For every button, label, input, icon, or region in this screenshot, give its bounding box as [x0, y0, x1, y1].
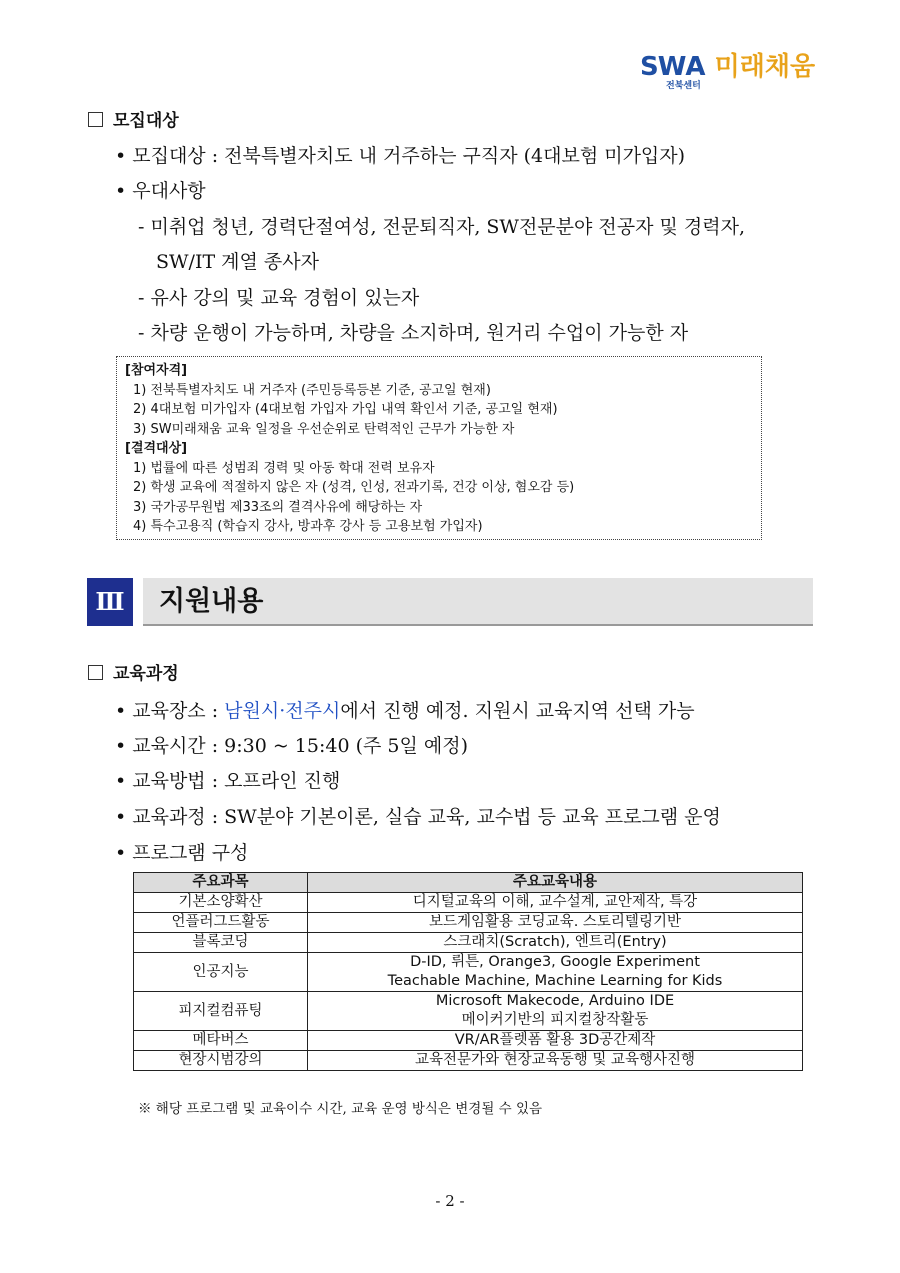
- disqualification-item: 2) 학생 교육에 적절하지 않은 자 (성격, 인성, 전과기록, 건강 이상, 혐오감 등): [133, 480, 575, 495]
- eligibility-item: 1) 전북특별자치도 내 거주자 (주민등록등본 기준, 공고일 현재): [133, 382, 491, 398]
- eligibility-item: 2) 4대보험 미가입자 (4대보험 가입자 가입 내역 확인서 기준, 공고일 현재): [133, 402, 558, 417]
- disqualification-item: 4) 특수고용직 (학습지 강사, 방과후 강사 등 고용보험 가입자): [133, 519, 483, 534]
- section-course-title: 교육과정: [88, 659, 179, 684]
- content-cell: 교육전문가와 현장교육동행 및 교육행사진행: [308, 1051, 803, 1071]
- content-cell: 디지털교육의 이해, 교수설계, 교안제작, 특강: [308, 893, 803, 913]
- eligibility-heading: [참여자격]: [125, 363, 188, 378]
- preference-title: • 우대사항: [115, 180, 206, 202]
- program-title: • 프로그램 구성: [115, 842, 249, 864]
- course-time: • 교육시간 : 9:30 ~ 15:40 (주 5일 예정): [115, 735, 469, 757]
- logo-mark-text: A 미래채움: [685, 52, 816, 82]
- content-cell: Microsoft Makecode, Arduino IDE 메이커기반의 피지컬창작활동: [308, 992, 803, 1031]
- content-cell: D-ID, 뤼튼, Orange3, Google Experiment Teachable Machine, Machine Learning for Kids: [308, 953, 803, 992]
- header-subject: 주요과목: [134, 873, 308, 893]
- banner-title: 지원내용: [159, 586, 264, 617]
- page-number: - 2 -: [435, 1192, 465, 1210]
- subject-cell: 블록코딩: [134, 933, 308, 953]
- table-row: [134, 1051, 803, 1071]
- disqualification-heading: [결격대상]: [125, 441, 188, 456]
- table-row: [134, 893, 803, 913]
- table-row: [134, 992, 803, 1031]
- table-row: [134, 953, 803, 992]
- table-row: [134, 1031, 803, 1051]
- eligibility-item: 3) SW미래채움 교육 일정을 우선순위로 탄력적인 근무가 가능한 자: [133, 421, 515, 437]
- course-place: • 교육장소 : 남원시·전주시에서 진행 예정. 지원시 교육지역 선택 가능: [115, 700, 695, 722]
- preference-item: - 유사 강의 및 교육 경험이 있는자: [138, 287, 420, 309]
- subject-cell: 언플러그드활동: [134, 913, 308, 933]
- logo: [640, 46, 816, 91]
- subject-cell: 인공지능: [134, 953, 308, 992]
- footnote: ※ 해당 프로그램 및 교육이수 시간, 교육 운영 방식은 변경될 수 있음: [138, 1101, 543, 1117]
- section-recruit-title: 모집대상: [88, 106, 179, 131]
- course-place-highlight: 남원시·전주시: [224, 700, 341, 722]
- subject-cell: 피지컬컴퓨팅: [134, 992, 308, 1031]
- section-banner: [87, 578, 813, 626]
- preference-item: - 미취업 청년, 경력단절여성, 전문퇴직자, SW전문분야 전공자 및 경력자,: [138, 216, 745, 238]
- table-header-row: [134, 873, 803, 893]
- preference-item: SW/IT 계열 종사자: [156, 251, 319, 273]
- subject-cell: 기본소양확산: [134, 893, 308, 913]
- disqualification-item: 3) 국가공무원법 제33조의 결격사유에 해당하는 자: [133, 499, 423, 515]
- program-table: [133, 872, 803, 1071]
- recruit-target: • 모집대상 : 전북특별자치도 내 거주하는 구직자 (4대보험 미가입자): [115, 145, 686, 167]
- banner-number: Ⅲ: [87, 578, 133, 626]
- checkbox-square-icon: [88, 112, 103, 127]
- course-method: • 교육방법 : 오프라인 진행: [115, 770, 341, 792]
- content-cell: 스크래치(Scratch), 엔트리(Entry): [308, 933, 803, 953]
- table-row: [134, 933, 803, 953]
- checkbox-square-icon: [88, 665, 103, 680]
- logo-sw-text: SW: [640, 52, 686, 82]
- course-content: • 교육과정 : SW분야 기본이론, 실습 교육, 교수법 등 교육 프로그램 운영: [115, 806, 721, 828]
- eligibility-note-box: [116, 356, 762, 540]
- header-content: 주요교육내용: [308, 873, 803, 893]
- content-cell: VR/AR플렛폼 활용 3D공간제작: [308, 1031, 803, 1051]
- content-cell: 보드게임활용 코딩교육. 스토리텔링기반: [308, 913, 803, 933]
- subject-cell: 현장시범강의: [134, 1051, 308, 1071]
- table-row: [134, 913, 803, 933]
- subject-cell: 메타버스: [134, 1031, 308, 1051]
- disqualification-item: 1) 법률에 따른 성범죄 경력 및 아동 학대 전력 보유자: [133, 460, 435, 476]
- logo-subtitle: 전북센터: [666, 81, 701, 91]
- preference-item: - 차량 운행이 가능하며, 차량을 소지하며, 원거리 수업이 가능한 자: [138, 322, 689, 344]
